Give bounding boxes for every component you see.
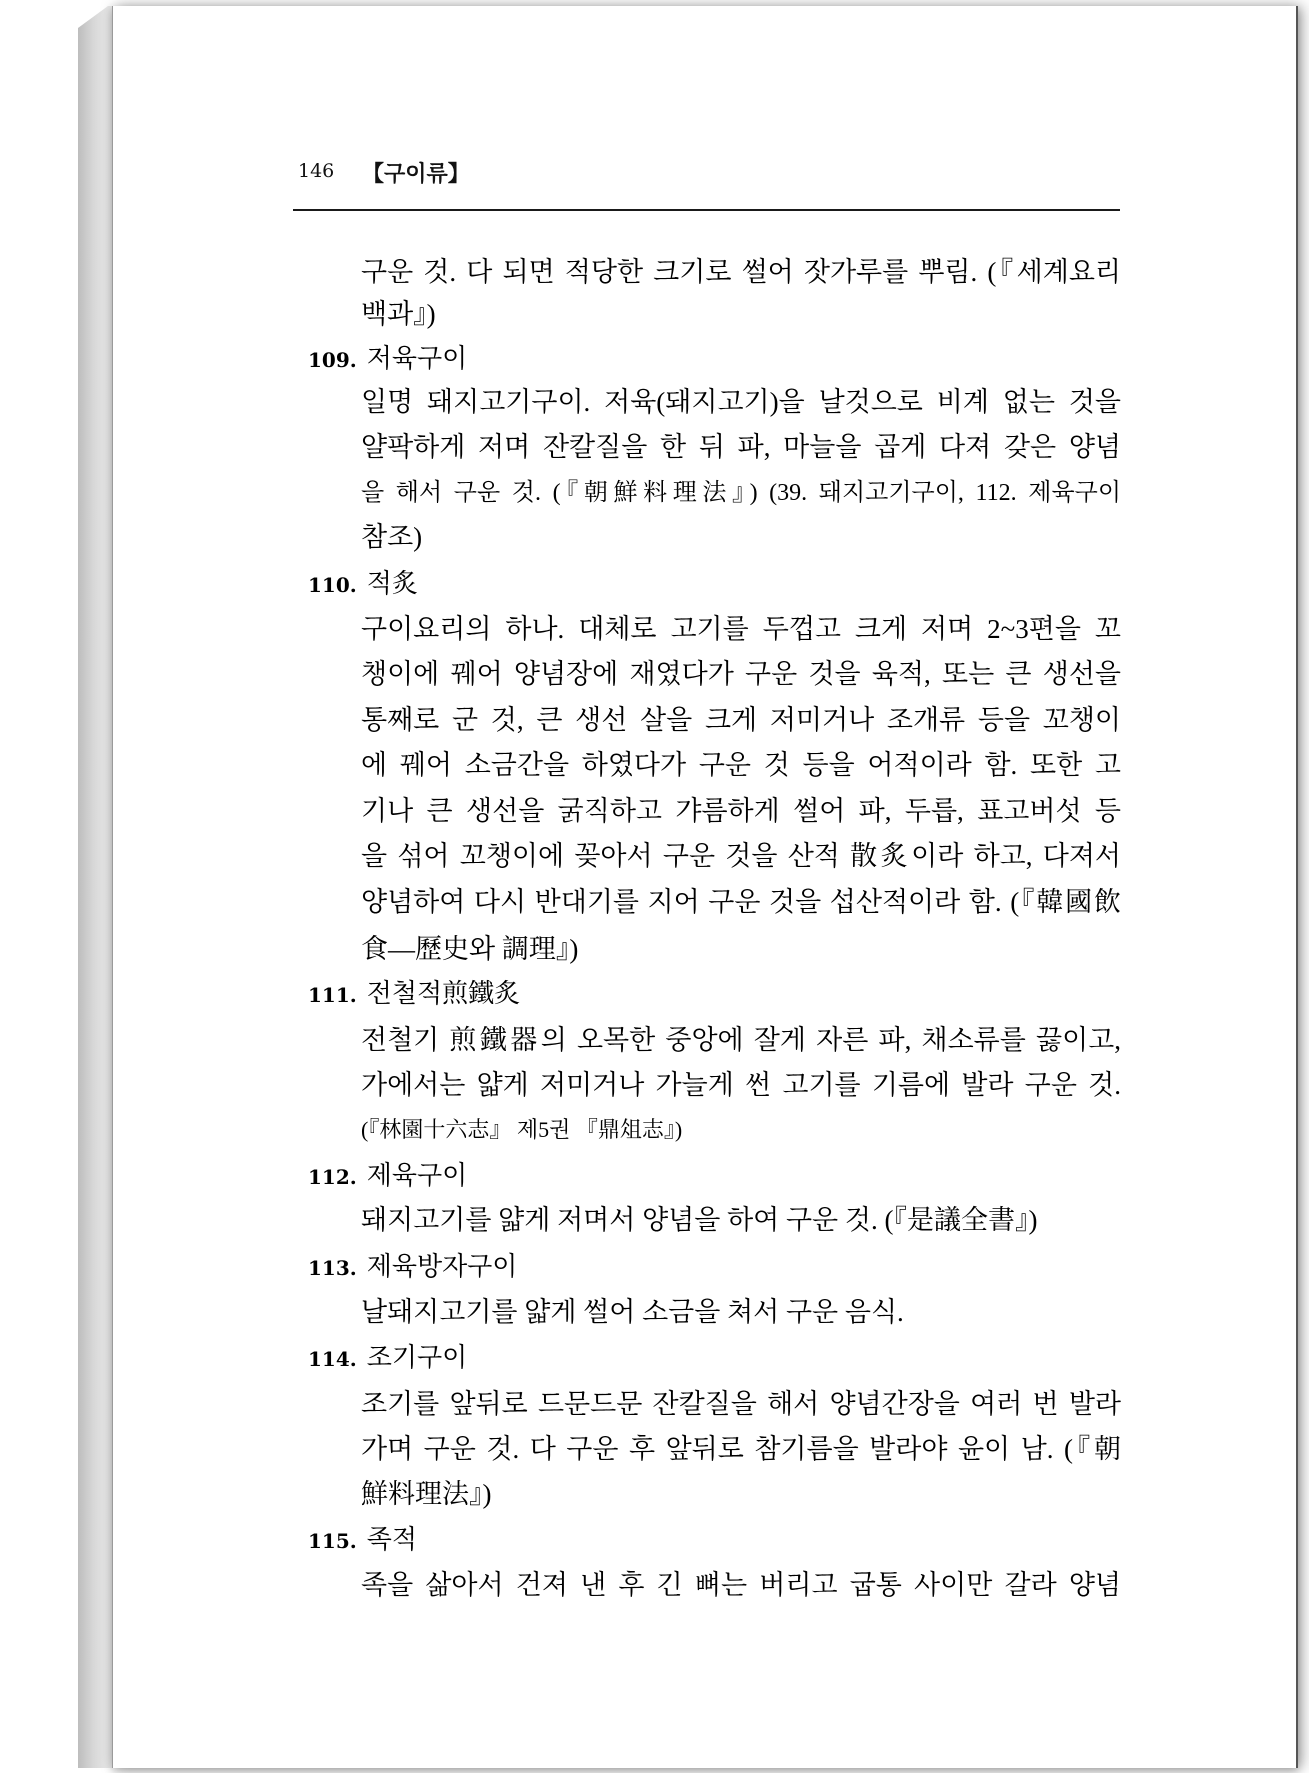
entry-number: 109. — [308, 348, 357, 372]
header-rule — [293, 209, 1120, 211]
text-line: 가며 구운 것. 다 구운 후 앞뒤로 참기름을 발라야 윤이 남. (『朝 — [361, 1434, 1121, 1464]
text-line: 돼지고기를 얇게 저며서 양념을 하여 구운 것. (『是議全書』) — [361, 1205, 1038, 1235]
text-line: 食—歷史와 調理』) — [361, 934, 579, 964]
running-head: 【구이류】 — [362, 162, 470, 187]
text-line: 날돼지고기를 얇게 썰어 소금을 쳐서 구운 음식. — [361, 1297, 904, 1327]
text-line: 에 꿰어 소금간을 하였다가 구운 것 등을 어적이라 함. 또한 고 — [361, 750, 1121, 780]
text-line: 전철기 煎鐵器의 오목한 중앙에 잘게 자른 파, 채소류를 끓이고, — [361, 1025, 1121, 1055]
entry-title: 제육구이 — [366, 1161, 468, 1190]
entry-heading — [308, 1523, 417, 1558]
entry-number: 110. — [308, 573, 357, 597]
page-number: 146 — [298, 160, 335, 182]
entry-number: 111. — [308, 983, 357, 1007]
entry-title: 저육구이 — [366, 344, 468, 373]
entry-heading — [308, 1341, 467, 1376]
text-line: 鮮料理法』) — [361, 1479, 492, 1509]
book-page-edge — [78, 6, 116, 1768]
entry-number: 113. — [308, 1256, 357, 1280]
text-line: 을 해서 구운 것. (『朝鮮料理法』) (39. 돼지고기구이, 112. 제육구이 — [361, 480, 1121, 506]
text-line: 통째로 군 것, 큰 생선 살을 크게 저미거나 조개류 등을 꼬챙이 — [361, 705, 1121, 735]
text-line: 구운 것. 다 되면 적당한 크기로 썰어 잣가루를 뿌림. (『세계요리 — [361, 257, 1121, 287]
text-line: 얄팍하게 저며 잔칼질을 한 뒤 파, 마늘을 곱게 다져 갖은 양념 — [361, 432, 1121, 462]
entry-heading — [308, 1250, 517, 1285]
entry-number: 115. — [308, 1529, 357, 1553]
entry-title: 전철적煎鐵炙 — [366, 979, 521, 1008]
text-line: 을 섞어 꼬챙이에 꽂아서 구운 것을 산적 散炙이라 하고, 다져서 — [361, 841, 1121, 871]
text-line: (『林園十六志』 제5권 『鼎俎志』) — [361, 1117, 683, 1142]
entry-heading — [308, 567, 418, 602]
entry-heading — [308, 1159, 467, 1194]
entry-number: 112. — [308, 1165, 357, 1189]
text-line: 참조) — [361, 522, 423, 552]
entry-title: 조기구이 — [366, 1343, 468, 1372]
text-line: 구이요리의 하나. 대체로 고기를 두껍고 크게 저며 2~3편을 꼬 — [361, 614, 1121, 644]
text-line: 가에서는 얇게 저미거나 가늘게 썬 고기를 기름에 발라 구운 것. — [361, 1070, 1121, 1100]
entry-number: 114. — [308, 1347, 357, 1371]
text-line: 조기를 앞뒤로 드문드문 잔칼질을 해서 양념간장을 여러 번 발라 — [361, 1389, 1121, 1419]
text-line: 양념하여 다시 반대기를 지어 구운 것을 섭산적이라 함. (『韓國飲 — [361, 887, 1121, 917]
text-line: 챙이에 꿰어 양념장에 재였다가 구운 것을 육적, 또는 큰 생선을 — [361, 659, 1121, 689]
entry-title: 제육방자구이 — [366, 1252, 518, 1281]
entry-heading — [308, 977, 520, 1012]
text-line: 족을 삶아서 건져 낸 후 긴 뼈는 버리고 굽통 사이만 갈라 양념 — [361, 1570, 1121, 1600]
text-line: 일명 돼지고기구이. 저육(돼지고기)을 날것으로 비계 없는 것을 — [361, 387, 1121, 417]
text-line: 기나 큰 생선을 굵직하고 갸름하게 썰어 파, 두릅, 표고버섯 등 — [361, 796, 1121, 826]
entry-title: 족적 — [366, 1525, 417, 1554]
entry-heading — [308, 342, 467, 377]
entry-title: 적炙 — [366, 569, 418, 598]
text-line: 백과』) — [361, 299, 436, 329]
